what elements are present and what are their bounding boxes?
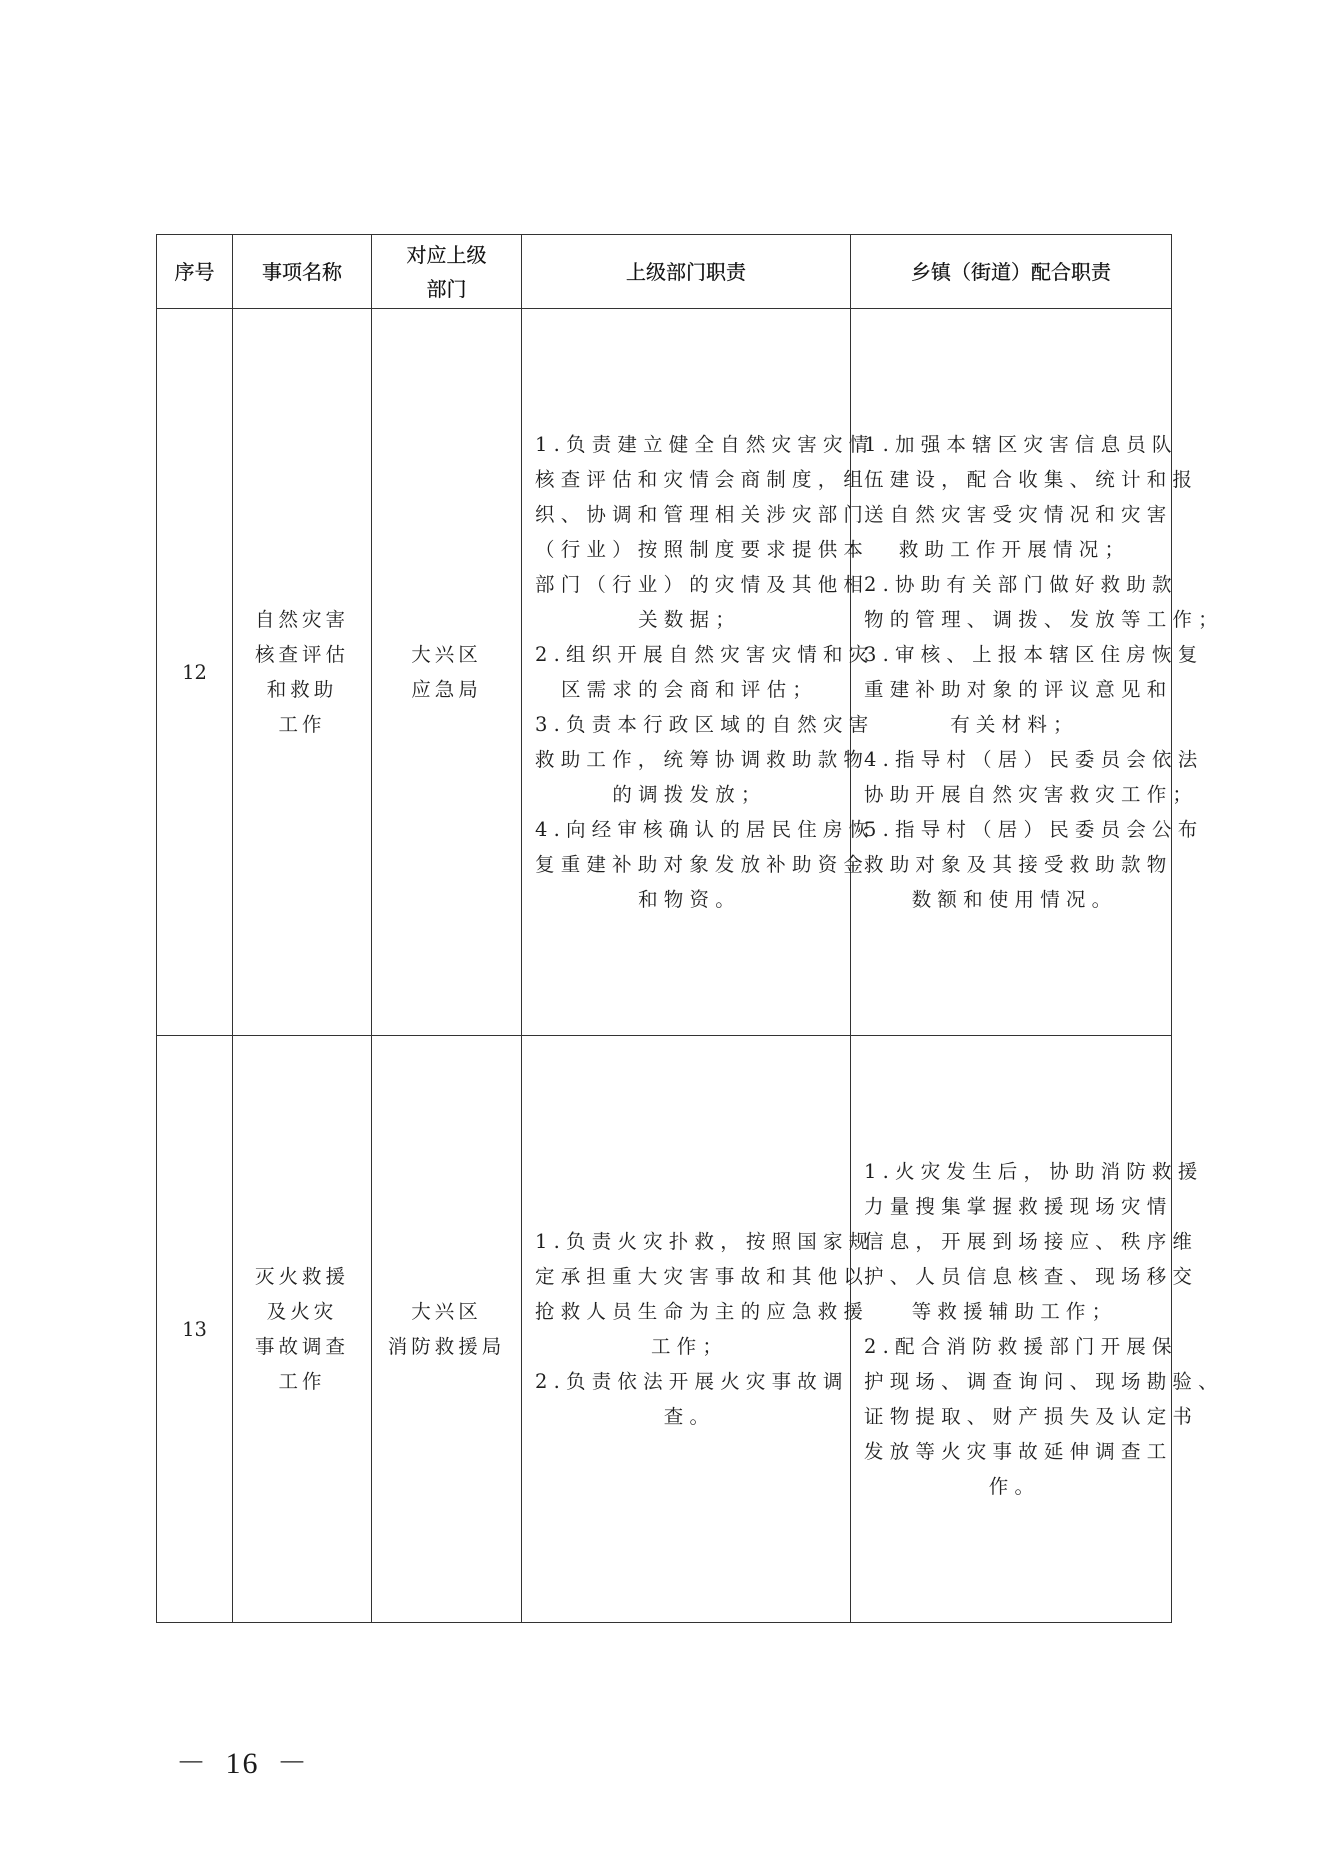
duty-line: 1.加强本辖区灾害信息员队: [864, 433, 1178, 456]
table-header-row: [157, 235, 1172, 309]
duty-line: 伍建设，配合收集、统计和报: [864, 468, 1199, 491]
row-township-duties: [851, 309, 1224, 1036]
duty-line: 力量搜集掌握救援现场灾情: [864, 1195, 1173, 1218]
item-name-line: 和救助: [266, 678, 338, 701]
duty-line: 1.负责建立健全自然灾害灾情: [535, 433, 875, 456]
duty-line: 证物提取、财产损失及认定书: [864, 1405, 1199, 1428]
item-name-line: 灭火救援: [254, 1265, 349, 1288]
duty-line: 2.组织开展自然灾害灾情和灾: [535, 643, 875, 666]
item-name-line: 核查评估: [254, 643, 349, 666]
table-row: [157, 1036, 1172, 1623]
duty-line: 物的管理、调拨、发放等工作；: [864, 608, 1224, 631]
duty-line: 5.指导村（居）民委员会公布: [864, 818, 1204, 841]
row-dept: [372, 309, 522, 1036]
table-row: [157, 309, 1172, 1036]
duty-line: 关数据；: [638, 608, 741, 631]
duty-line: 等救援辅助工作；: [911, 1300, 1118, 1323]
row-superior-duties: [522, 1036, 875, 1623]
duty-line: 2.协助有关部门做好救助款: [864, 573, 1178, 596]
duty-line: 救助工作开展情况；: [898, 538, 1131, 561]
row-township-duties: [851, 1036, 1224, 1623]
row-item-name: [233, 1036, 372, 1623]
row-index: 12: [157, 309, 233, 1036]
row-dept: [372, 1036, 522, 1623]
duty-line: 2.配合消防救援部门开展保: [864, 1335, 1178, 1358]
duty-line: 核查评估和灾情会商制度，组: [535, 468, 870, 491]
duty-line: （行业）按照制度要求提供本: [535, 538, 870, 561]
duty-line: 1.火灾发生后，协助消防救援: [864, 1160, 1204, 1183]
duty-line: 3.审核、上报本辖区住房恢复: [864, 643, 1204, 666]
header-superior-dept-line1: 对应上级: [406, 242, 487, 267]
duty-line: 重建补助对象的评议意见和: [864, 678, 1173, 701]
duty-line: 4.指导村（居）民委员会依法: [864, 748, 1204, 771]
header-index: 序号: [157, 235, 233, 309]
duty-line: 区需求的会商和评估；: [560, 678, 818, 701]
header-superior-duties: 上级部门职责: [522, 235, 851, 309]
item-name-line: 及火灾: [266, 1300, 338, 1323]
page-number: － 16 －: [176, 1747, 309, 1780]
duty-line: 查。: [663, 1405, 716, 1428]
dept-line: 应急局: [411, 678, 482, 701]
duty-line: 送自然灾害受灾情况和灾害: [864, 503, 1173, 526]
dept-line: 大兴区: [411, 643, 482, 666]
duty-line: 的调拨发放；: [612, 783, 767, 806]
duty-line: 信息，开展到场接应、秩序维: [864, 1230, 1199, 1253]
item-name-line: 事故调查: [254, 1335, 349, 1358]
duty-line: 复重建补助对象发放补助资金: [535, 853, 870, 876]
duty-line: 有关材料；: [950, 713, 1079, 736]
header-superior-dept: [372, 235, 522, 309]
duty-line: 工作；: [650, 1335, 729, 1358]
duty-line: 作。: [988, 1475, 1041, 1498]
row-index: 13: [157, 1036, 233, 1623]
duty-line: 护现场、调查询问、现场勘验、: [864, 1370, 1224, 1393]
duty-line: 救助工作，统筹协调救助款物: [535, 748, 870, 771]
duty-line: 和物资。: [638, 888, 741, 911]
duty-line: 织、协调和管理相关涉灾部门: [535, 503, 870, 526]
duty-line: 1.负责火灾扑救，按照国家规: [535, 1230, 875, 1253]
dept-line: 大兴区: [411, 1300, 482, 1323]
duty-line: 抢救人员生命为主的应急救援: [535, 1300, 870, 1323]
duty-line: 发放等火灾事故延伸调查工: [864, 1440, 1173, 1463]
row-item-name: [233, 309, 372, 1036]
dept-line: 消防救援局: [387, 1335, 506, 1358]
header-item-name: 事项名称: [233, 235, 372, 309]
item-name-line: 工作: [278, 713, 326, 736]
item-name-line: 自然灾害: [254, 608, 349, 631]
header-township-duties: 乡镇（街道）配合职责: [851, 235, 1172, 309]
duty-line: 2.负责依法开展火灾事故调: [535, 1370, 849, 1393]
duty-line: 救助对象及其接受救助款物: [864, 853, 1173, 876]
header-superior-dept-line2: 部门: [426, 276, 467, 301]
duty-line: 数额和使用情况。: [911, 888, 1118, 911]
item-name-line: 工作: [278, 1370, 326, 1393]
duty-line: 4.向经审核确认的居民住房恢: [535, 818, 875, 841]
row-superior-duties: [522, 309, 875, 1036]
duty-line: 部门（行业）的灾情及其他相: [535, 573, 870, 596]
duty-line: 协助开展自然灾害救灾工作；: [864, 783, 1199, 806]
duty-line: 定承担重大灾害事故和其他以: [535, 1265, 870, 1288]
duty-line: 护、人员信息核查、现场移交: [864, 1265, 1199, 1288]
duty-line: 3.负责本行政区域的自然灾害: [535, 713, 875, 736]
duties-table: [156, 234, 1224, 1623]
